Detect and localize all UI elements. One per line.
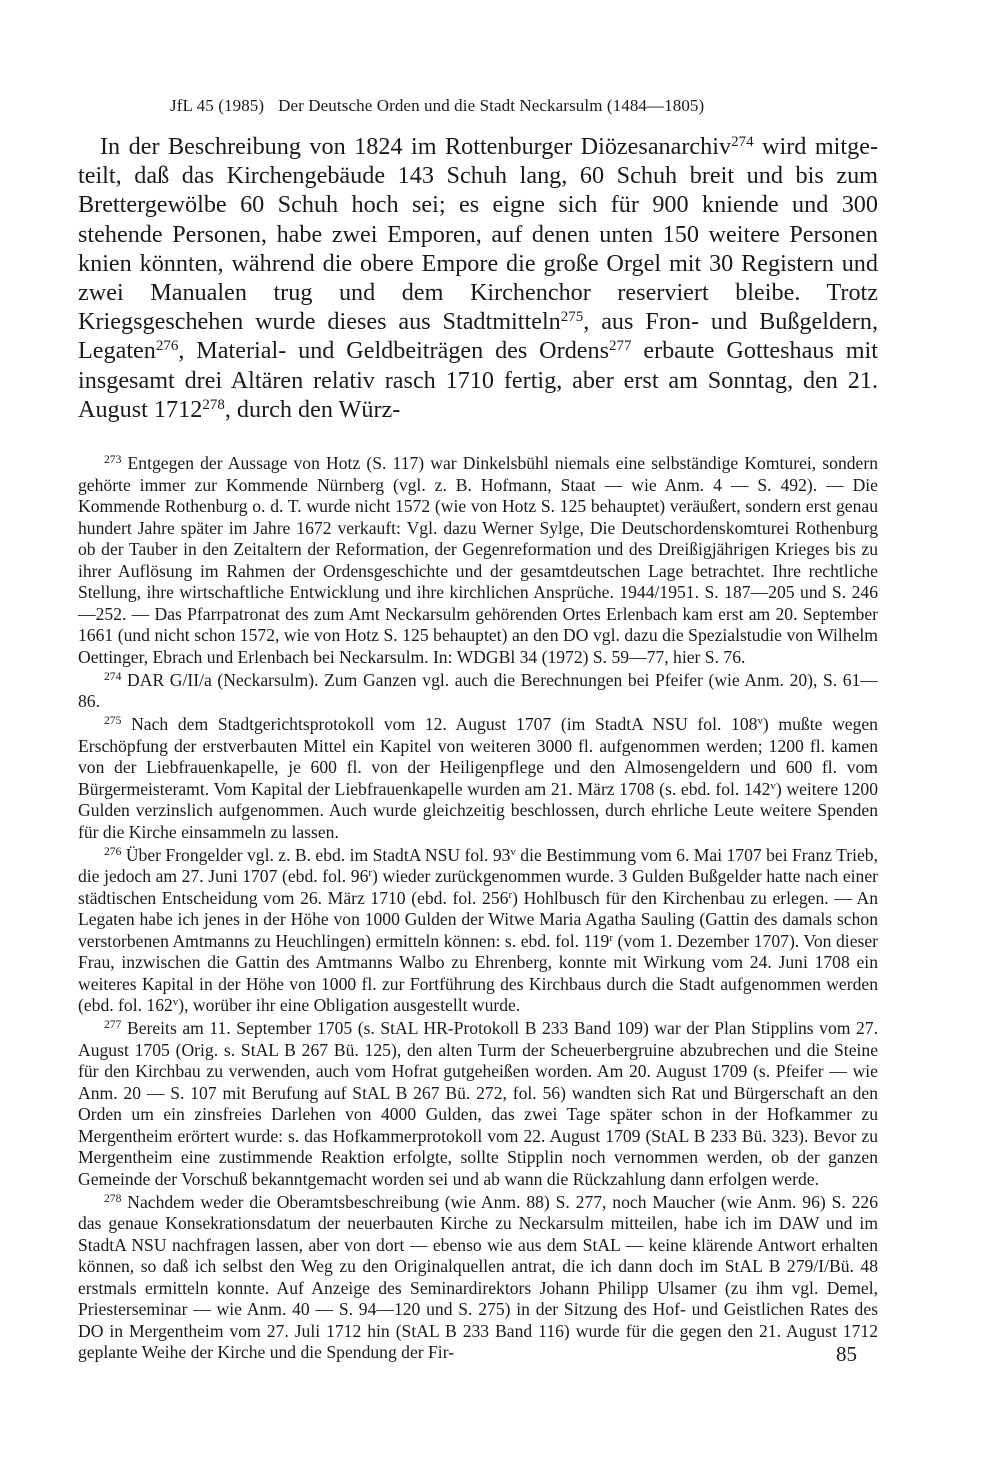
footnote-ref: 276 [155, 338, 179, 355]
footnote-text: (vom 1. Dezember 1707). Von dieser Frau, inzwischen die Gattin des Amtmanns Walbo zu Ehrenberg, konnte mit Wirkung vom 24. Juni 1708 ein weiteres Kapital in der Höhe von 1000 fl. zur Fortführung des Kirchbaus durch die Stadt aufgenommen werden (ebd. fol. 162 [78, 930, 879, 1016]
footnote-277 [78, 1018, 878, 1190]
folio-side: r [508, 888, 513, 901]
body-text-run: wird mitgeteilt, daß das Kirchengebäude 143 Schuh lang, 60 Schuh breit und bis zum Brettergewölbe 60 Schuh hoch sei; es eigne sich für 900 kniende und 300 stehende Personen, habe zwei Emporen, auf denen unten 150 weitere Personen knien könnten, während die obere Empore die große Orgel mit 30 Registern und zwei Manualen trug und dem Kirchenchor reserviert bleibe. Trotz Kriegsgeschehen wurde dieses aus Stadtmitteln [78, 133, 878, 336]
footnote-text: ) weitere 1200 Gulden verzinslich aufgenommen. Auch wurde gleichzeitig beschlossen, durch ehrliche Leute weitere Spenden für die Kirche einsammeln zu lassen. [78, 778, 878, 842]
footnote-ref: 277 [609, 338, 632, 355]
folio-side: r [609, 931, 613, 944]
footnote-278 [78, 1192, 878, 1364]
footnote-ref: 278 [202, 396, 225, 413]
folio-side: v [757, 715, 763, 728]
footnote-ref: 275 [560, 308, 584, 325]
body-text-run: , Material- und Geldbeiträgen des Ordens [178, 337, 610, 365]
folio-side: v [172, 996, 179, 1009]
body-text-run: , aus Fron- und Bußgeldern, Legaten [78, 308, 878, 365]
footnote-number: 278 [104, 1191, 122, 1205]
footnote-274 [78, 670, 878, 713]
footnote-number: 275 [104, 714, 122, 728]
footnote-text: Über Frongelder vgl. z. B. ebd. im StadtA NSU fol. 93 [121, 844, 511, 865]
journal-citation: JfL 45 (1985) [170, 96, 265, 115]
footnote-ref: 274 [731, 133, 754, 150]
footnote-275 [78, 714, 878, 843]
footnote-text: ), worüber ihr eine Obligation ausgestellt wurde. [178, 995, 521, 1016]
footnote-text: die Bestimmung vom 6. Mai 1707 bei Franz Trieb, die jedoch am 27. Juni 1707 (ebd. fol. 96 [78, 844, 879, 887]
footnote-text: ) wieder zurückgenommen wurde. 3 Gulden Bußgelder hatte nach einer städtischen Entscheidung vom 26. März 1710 (ebd. fol. 256 [78, 866, 878, 908]
footnote-number: 273 [104, 453, 122, 467]
folio-side: v [510, 845, 516, 858]
body-text-run: In der Beschreibung von 1824 im Rottenburger Diözesanarchiv [100, 133, 732, 160]
article-title: Der Deutsche Orden und die Stadt Neckarsulm (1484—1805) [278, 96, 705, 115]
footnote-text: ) Hohlbusch für den Kirchenbau zu erlegen. — An Legaten habe ich jenes in der Höhe von 1000 Gulden der Witwe Maria Agatha Sauling (Gattin des damals schon verstorbenen Amtmanns zu Heuchlingen) ermitteln können: s. ebd. fol. 119 [78, 887, 878, 951]
footnote-number: 277 [104, 1018, 122, 1032]
footnote-273 [78, 453, 878, 668]
footnote-number: 276 [104, 844, 122, 858]
footnote-text: ) mußte wegen Erschöpfung der erstverbauten Mittel ein Kapitel von weiteren 3000 fl. aufgenommen werden; 1200 fl. kamen von der Liebfrauenkapelle, je 600 fl. von der Heiligenpflege und den Almosengeldern und 600 fl. vom Bürgermeisteramt. Vom Kapital der Liebfrauenkapelle wurden am 21. März 1708 (s. ebd. fol. 142 [78, 714, 878, 799]
body-text-run: erbaute Gotteshaus mit insgesamt drei Altären relativ rasch 1710 fertig, aber erst am Sonntag, den 21. August 1712 [78, 337, 878, 423]
body-text-run: , durch den Würz- [224, 395, 401, 423]
folio-side: r [368, 867, 373, 880]
footnote-number: 274 [104, 669, 122, 683]
footnotes [78, 453, 878, 1364]
footnote-text: Bereits am 11. September 1705 (s. StAL HR-Protokoll B 233 Band 109) war der Plan Stipplins vom 27. August 1705 (Orig. s. StAL B 267 Bü. 125), den alten Turm der Scheuerbergruine abzubrechen und die Steine für den Kirchbau zu verwenden, auch vom Hofrat gutgeheißen worden. Am 20. August 1709 (s. Pfeifer — wie Anm. 20 — S. 107 mit Berufung auf StAL B 267 Bü. 272, fol. 56) wandten sich Rat und Bürgerschaft an den Orden um ein zinsfreies Darlehen von 4000 Gulden, das zwei Tage später schon in der Hofkammer zu Mergentheim erörtert wurde: s. das Hofkammerprotokoll vom 22. August 1709 (StAL B 233 Bü. 323). Bevor zu Mergentheim eine zustimmende Reaktion erfolgte, sollte Stipplin noch vernommen werden, ob der ganzen Gemeinde der Vorschuß bekanntgemacht worden sei und ab wann die Rückzahlung dann erfolgen werde. [78, 1018, 878, 1189]
footnote-text: Nachdem weder die Oberamtsbeschreibung (wie Anm. 88) S. 277, noch Maucher (wie Anm. 96) S. 226 das genaue Konsekrationsdatum der neuerbauten Kirche zu Neckarsulm mitteilen, habe ich im DAW und im StadtA NSU nachfragen lassen, aber von dort — ebenso wie aus dem StAL — keine klärende Antwort erhalten können, so daß ich selbst den Weg zu den Originalquellen antrat, die ich dann doch im StAL B 279/I/Bü. 48 erstmals ermitteln konnte. Auf Anzeige des Seminardirektors Johann Philipp Ulsamer (zu ihm vgl. Demel, Priesterseminar — wie Anm. 40 — S. 94—120 und S. 275) in der Sitzung des Hof- und Geistlichen Rates des DO in Mergentheim vom 27. Juli 1712 hin (StAL B 233 Band 116) wurde für die gegen den 21. August 1712 geplante Weihe der Kirche und die Spendung der Fir- [78, 1191, 878, 1363]
folio-side: v [770, 779, 776, 792]
page [78, 96, 878, 1365]
footnote-276 [78, 845, 878, 1017]
footnote-text: Entgegen der Aussage von Hotz (S. 117) war Dinkelsbühl niemals eine selbständige Komturei, sondern gehörte immer zur Kommende Nürnberg (vgl. z. B. Hofmann, Staat — wie Anm. 4 — S. 492). — Die Kommende Rothenburg o. d. T. wurde nicht 1572 (wie von Hotz S. 125 behauptet) veräußert, sondern erst genau hundert Jahre später im Jahre 1672 verkauft: Vgl. dazu Werner Sylge, Die Deutschordenskomturei Rothenburg ob der Tauber in den Zeitaltern der Reformation, der Gegenreformation und des Dreißigjährigen Krieges bis zu ihrer Auflösung im Rahmen der Ordensgeschichte und der gesamtdeutschen Lage betrachtet. Ihre rechtliche Stellung, ihre wirtschaftliche Entwicklung und ihre kirchlichen Ansprüche. 1944/1951. S. 187—205 und S. 246—252. — Das Pfarrpatronat des zum Amt Neckarsulm gehörenden Ortes Erlenbach kam erst am 20. September 1661 (und nicht schon 1572, wie von Hotz S. 125 behauptet) an den DO vgl. dazu die Spezialstudie von Wilhelm Oettinger, Ebrach und Erlenbach bei Neckarsulm. In: WDGBl 34 (1972) S. 59—77, hier S. 76. [78, 453, 878, 667]
page-number: 85 [836, 1342, 857, 1366]
footnote-text: DAR G/II/a (Neckarsulm). Zum Ganzen vgl. auch die Berechnungen bei Pfeifer (wie Anm. 20), S. 61—86. [78, 669, 878, 712]
footnote-text: Nach dem Stadtgerichtsprotokoll vom 12. August 1707 (im StadtA NSU fol. 108 [121, 714, 758, 735]
running-head [170, 96, 878, 116]
body-paragraph [78, 132, 878, 424]
